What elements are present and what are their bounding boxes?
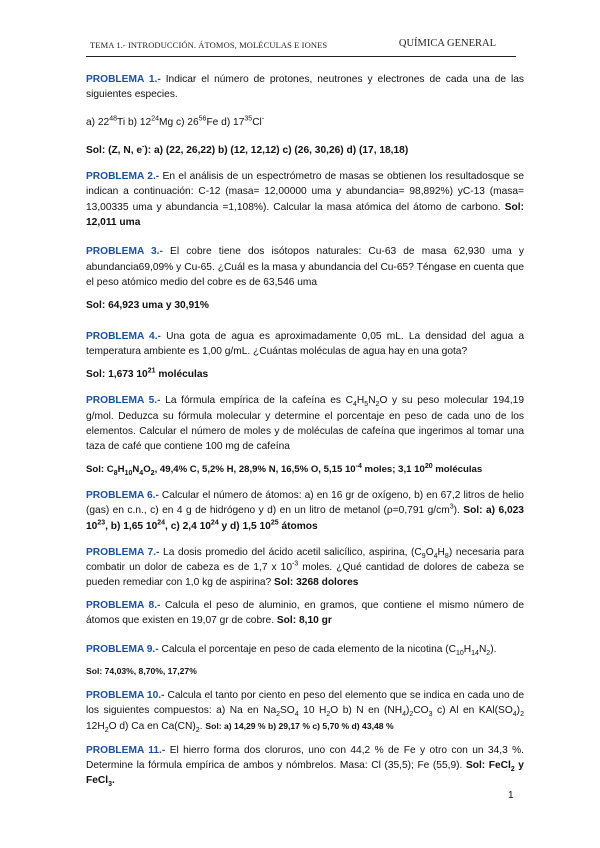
problem-title: PROBLEMA 8.- (86, 599, 161, 611)
header-subject: QUÍMICA GENERAL (398, 38, 496, 49)
problem-1-solution: Sol: (Z, N, e-): a) (22, 26,22) b) (12, 12,12) c) (26, 30,26) d) (17, 18,18) (86, 143, 409, 156)
problem-3 (86, 244, 524, 290)
problem-9: PROBLEMA 9.- Calcula el porcentaje en peso de cada elemento de la nicotina $(C_{10}H_{14}N_2)$. (86, 644, 497, 658)
problem-solution: Sol: 8,10 gr (276, 615, 332, 627)
problem-text: Indicar el número de protones, neutrones y electrones de cada una de las siguientes especies. (86, 74, 524, 101)
problem-1 (86, 72, 524, 103)
problem-11: PROBLEMA 11.- El hierro forma dos cloruros, uno con 44,2 % de Fe y otro con un 34,3 %. Determine la fórmula empírica de ambos y nómbrelos. Masa: Cl (35,5); Fe (55,9). Sol: FeCl$_2$ y FeCl$_3$. (86, 744, 524, 789)
problem-text: En el análisis de un espectrómetro de masas se obtienen los resultadosque se indican a continuación: C-12 (masa= 12,00000 uma y abundancia= 98,892%) yC-13 (masa= 13,00335 uma y abundancia =1,108%). Calcular la masa atómica del átomo de carbono. (86, 171, 524, 213)
problem-title: PROBLEMA 6.- (86, 489, 159, 501)
problem-title: PROBLEMA 1.- (86, 74, 161, 85)
page-number: 1 (508, 790, 514, 801)
problem-title: PROBLEMA 2.- (86, 171, 160, 183)
problem-4 (86, 329, 524, 360)
problem-1-species: a) $22^{48}Ti$ b) $12^{24}Mg$ c) $26^{56}Fe$ d) $17^{35}Cl^-$ (86, 115, 265, 128)
problem-5-solution: Sol: $C_8H_{10}N_4O_2$, 49,4% C, 5,2% H, 28,9% N, 16,5% O, 5,15 $10^{-4}$ moles; 3,1 $10^{20}$ moléculas (86, 462, 483, 477)
problem-title: PROBLEMA 3.- (86, 246, 163, 258)
problem-text: Calcula el peso de aluminio, en gramos, que contiene el mismo número de átomos que existen en 19,07 gr de cobre. (86, 599, 524, 627)
problem-10: PROBLEMA 10.- Calcula el tanto por ciento en peso del elemento que se indica en cada uno de los siguientes compuestos: a) Na en $Na_2SO_4$ 10 $H_2O$ b) N en $(NH_4)_2CO_3$ c) Al en $KAl(SO_4)_2$ $12H_2O$ d) Ca en $Ca(CN)_2$. Sol: a) 14,29 % b) 29,17 % c) 5,70 % d) 43,48 % (86, 689, 524, 734)
problem-solution: Sol: 12,011 uma (86, 201, 524, 229)
problem-3-solution: Sol: 64,923 uma y 30,91% (86, 300, 209, 312)
problem-8 (86, 598, 524, 629)
problem-title: PROBLEMA 9.- (86, 644, 159, 656)
problem-text: El cobre tiene dos isótopos naturales: Cu-63 de masa 62,930 uma y abundancia69,09% y Cu-65. ¿Cuál es la masa y abundancia del Cu-65? Téngase en cuenta que el peso atómico medio del cobre es de 63,546 uma (86, 246, 524, 288)
problem-5: PROBLEMA 5.- La fórmula empírica de la cafeína es $C_4H_5N_2O$ y su peso molecular 194,19 g/mol. Deduzca su fórmula molecular y determine el porcentaje en peso de cada uno de los elementos. Calcular el número de moles y de moléculas de cafeína que ingerimos al tomar una taza de café que contiene 100 mg de cafeína (86, 395, 524, 453)
page-header (86, 36, 516, 57)
problem-list (86, 70, 524, 789)
problem-text: El hierro forma dos cloruros, uno con 44,2 % de Fe y otro con un 34,3 %. Determine la fórmula empírica de ambos y nómbrelos. Masa: Cl (35,5); Fe (55,9). (86, 744, 524, 772)
problem-6: PROBLEMA 6.- Calcular el número de átomos: a) en 16 gr de oxígeno, b) en 67,2 litros de helio (gas) en c.n., c) en 4 g de hidrógeno y d) en un litro de metanol (ρ=0,791 $g/cm^3$). Sol: a) 6,023 $10^{23}$, b) 1,65 $10^{24}$, c) 2,4 $10^{24}$ y d) 1,5 $10^{25}$ átomos (86, 489, 524, 532)
problem-title: PROBLEMA 5.- (86, 395, 161, 407)
problem-2 (86, 169, 524, 230)
problem-title: PROBLEMA 10.- (86, 689, 165, 701)
problem-7: PROBLEMA 7.- La dosis promedio del ácido acetil salicílico, aspirina, $(C_9O_4H_8)$ necesaria para combatir un dolor de cabeza es de 1,7 x $10^{-3}$ moles. ¿Qué cantidad de dolores de cabeza se pueden remediar con 1,0 kg de aspirina? Sol: 3268 dolores (86, 546, 524, 589)
problem-4-solution: Sol: 1,673 $10^{21}$ moléculas (86, 367, 209, 381)
problem-title: PROBLEMA 4.- (86, 330, 161, 342)
problem-title: PROBLEMA 11.- (86, 744, 166, 756)
problem-solution: Sol: 3268 dolores (274, 577, 359, 589)
problem-text: Una gota de agua es aproximadamente 0,05 mL. La densidad del agua a temperatura ambiente es 1,00 g/mL. ¿Cuántas moléculas de agua hay en una gota? (86, 330, 524, 357)
header-topic: TEMA 1.- INTRODUCCIÓN. ÁTOMOS, MOLÉCULAS E IONES (90, 40, 328, 50)
problem-solution: Sol: a) 14,29 % b) 29,17 % c) 5,70 % d) 43,48 % (205, 720, 394, 731)
problem-9-solution: Sol: 74,03%, 8,70%, 17,27% (86, 665, 197, 676)
problem-title: PROBLEMA 7.- (86, 546, 160, 558)
